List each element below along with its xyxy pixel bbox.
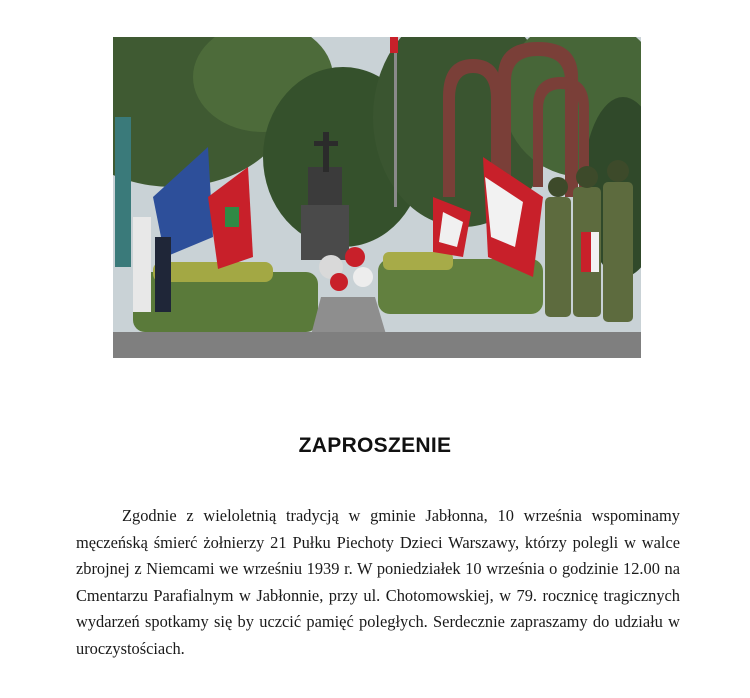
page-title: ZAPROSZENIE xyxy=(298,434,452,457)
invitation-body: Zgodnie z wieloletnią tradycją w gminie Jabłonna, 10 września wspominamy męczeńską śmierć żołnierzy 21 Pułku Piechoty Dzieci Warszawy, którzy polegli w walce zbrojnej z Niemcami we wrześniu 1939 r. W poniedziałek 10 września o godzinie 12.00 na Cmentarzu Parafialnym w Jabłonnie, przy ul. Chotomowskiej, w 79. rocznicę tragicznych wydarzeń spotkamy się by uczcić pamięć poległych. Serdecznie zapraszamy do udziału w uroczystościach. xyxy=(76,506,680,658)
memorial-photo xyxy=(113,37,641,358)
